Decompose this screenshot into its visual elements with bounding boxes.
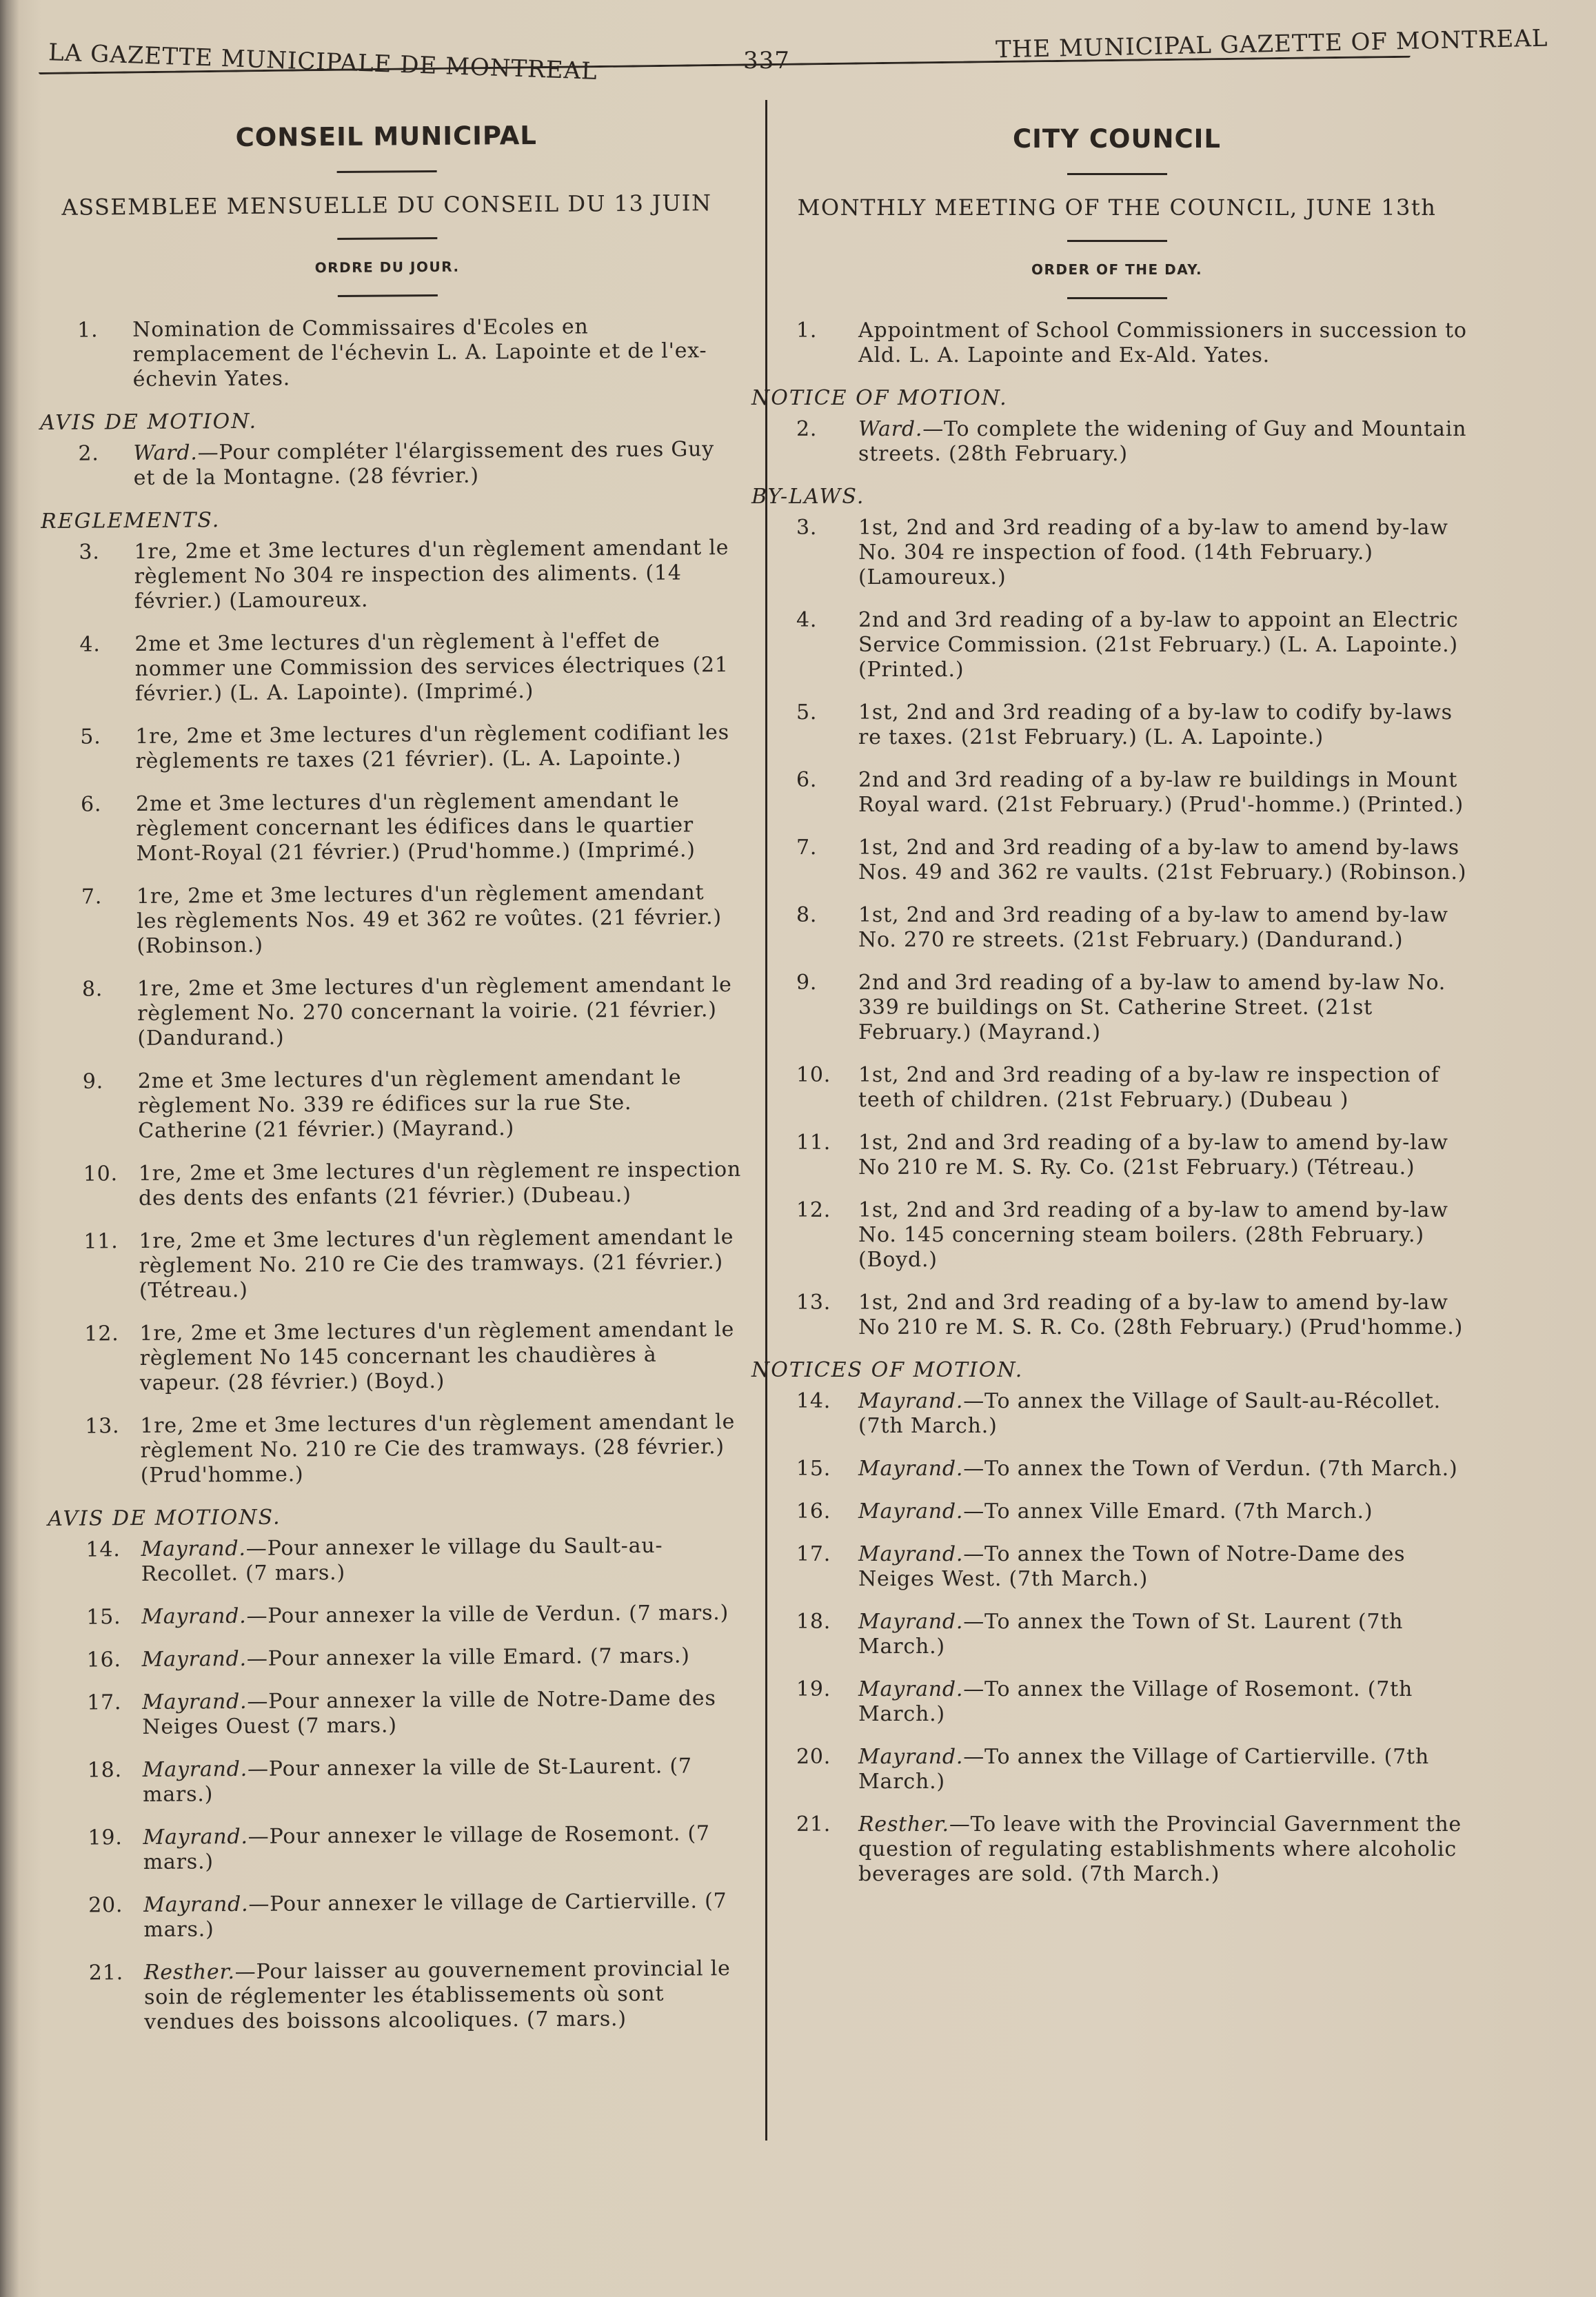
item-text: 1re, 2me et 3me lectures d'un règlement codifiant les règlements re taxes (21 février). (L. A. Lapointe.) xyxy=(135,720,729,774)
agenda-item xyxy=(751,836,1482,885)
item-number: 4. xyxy=(79,632,101,657)
item-text: —To annex the Town of Verdun. (7th March.) xyxy=(963,1457,1458,1481)
agenda-item xyxy=(751,1457,1482,1481)
item-number: 1. xyxy=(796,318,818,343)
item-number: 18. xyxy=(796,1610,831,1634)
item-text: —To annex the Village of Cartierville. (7th March.) xyxy=(858,1745,1429,1794)
item-text: —To complete the widening of Guy and Mountain streets. (28th February.) xyxy=(858,417,1467,466)
agenda-item xyxy=(41,628,738,707)
item-number: 14. xyxy=(85,1537,121,1562)
item-number: 11. xyxy=(83,1229,119,1254)
page-number: 337 xyxy=(743,47,790,74)
agenda-item xyxy=(50,1754,746,1808)
section-heading: AVIS DE MOTIONS. xyxy=(48,1505,281,1531)
item-number: 5. xyxy=(796,700,818,725)
item-number: 1. xyxy=(77,318,99,343)
agenda-item xyxy=(43,788,740,867)
item-text: 1st, 2nd and 3rd reading of a by-law to amend by-law No. 270 re streets. (21st February.) (Dandurand.) xyxy=(858,903,1448,952)
alderman-name: Mayrand. xyxy=(143,1824,248,1850)
item-number: 8. xyxy=(796,903,818,927)
item-number: 21. xyxy=(796,1812,831,1836)
agenda-item xyxy=(44,973,741,1052)
item-text: 1re, 2me et 3me lectures d'un règlement amendant le règlement No. 210 re Cie des tramways. (28 février.) (Prud'homme.) xyxy=(140,1409,736,1488)
running-header xyxy=(41,24,1555,97)
alderman-name: Resther. xyxy=(858,1812,949,1836)
item-text: 1re, 2me et 3me lectures d'un règlement amendant le règlement No 145 concernant les chaudières à vapeur. (28 février.) (Boyd.) xyxy=(139,1317,735,1396)
header-left-title: LA GAZETTE MUNICIPALE DE MONTREAL xyxy=(48,39,598,85)
item-text: 1re, 2me et 3me lectures d'un règlement amendant le règlement No 304 re inspection des aliments. (14 février.) (Lamoureux. xyxy=(134,536,729,614)
agenda-item xyxy=(45,1065,742,1144)
french-order-heading: ORDRE DU JOUR. xyxy=(314,258,460,276)
item-number: 9. xyxy=(796,971,818,995)
item-text: 1st, 2nd and 3rd reading of a by-law to amend by-law No 210 re M. S. R. Co. (28th February.) (Prud'homme.) xyxy=(858,1291,1464,1339)
alderman-name: Mayrand. xyxy=(858,1542,964,1566)
section-heading: NOTICE OF MOTION. xyxy=(751,386,1008,410)
alderman-name: Ward. xyxy=(133,441,198,466)
item-text: —To annex Ville Emard. (7th March.) xyxy=(963,1499,1373,1524)
item-number: 21. xyxy=(88,1961,124,1985)
english-title: CITY COUNCIL xyxy=(1013,124,1221,154)
item-number: 18. xyxy=(87,1758,123,1783)
item-text: —Pour annexer le village de Cartierville. (7 mars.) xyxy=(143,1889,727,1942)
item-text: —Pour annexer la ville de Verdun. (7 mars.) xyxy=(246,1601,729,1628)
item-number: 19. xyxy=(88,1825,123,1850)
item-text: 1st, 2nd and 3rd reading of a by-law to codify by-laws re taxes. (21st February.) (L. A. Lapointe.) xyxy=(858,700,1453,749)
item-number: 2. xyxy=(796,417,818,441)
section-heading: NOTICES OF MOTION. xyxy=(751,1358,1024,1382)
item-text: —Pour annexer la ville Emard. (7 mars.) xyxy=(246,1643,690,1671)
agenda-item xyxy=(49,1643,745,1673)
agenda-item xyxy=(48,1601,745,1630)
alderman-name: Mayrand. xyxy=(858,1389,964,1413)
item-text: —Pour annexer la ville de St-Laurent. (7 mars.) xyxy=(142,1754,692,1807)
item-text: 1st, 2nd and 3rd reading of a by-law to amend by-law No. 304 re inspection of food. (14th February.) (Lamoureux.) xyxy=(858,516,1448,589)
alderman-name: Mayrand. xyxy=(858,1745,964,1769)
item-text: —To leave with the Provincial Gavernment the question of regulating establishments where alcoholic beverages are sold. (7th March.) xyxy=(858,1812,1462,1886)
item-number: 3. xyxy=(79,540,100,565)
item-text: Nomination de Commissaires d'Ecoles en remplacement de l'échevin L. A. Lapointe et de l'ex-échevin Yates. xyxy=(132,314,707,392)
order-rule xyxy=(337,294,437,297)
item-number: 6. xyxy=(80,792,102,817)
agenda-item xyxy=(751,1131,1482,1180)
title-rule xyxy=(1067,173,1167,175)
item-number: 10. xyxy=(83,1162,119,1186)
item-text: 2nd and 3rd reading of a by-law re buildings in Mount Royal ward. (21st February.) (Prud'-homme.) (Printed.) xyxy=(858,768,1464,817)
agenda-item xyxy=(40,437,736,492)
alderman-name: Resther. xyxy=(143,1960,235,1985)
item-number: 3. xyxy=(796,516,818,540)
french-subtitle: ASSEMBLEE MENSUELLE DU CONSEIL DU 13 JUIN xyxy=(61,190,712,221)
alderman-name: Mayrand. xyxy=(141,1646,248,1672)
item-number: 15. xyxy=(86,1605,121,1630)
item-number: 17. xyxy=(87,1690,122,1715)
agenda-item xyxy=(46,1317,743,1397)
alderman-name: Mayrand. xyxy=(858,1499,964,1524)
agenda-item xyxy=(751,971,1482,1045)
agenda-item xyxy=(751,516,1482,590)
agenda-item xyxy=(751,1745,1482,1794)
item-number: 11. xyxy=(796,1131,831,1155)
item-text: —Pour annexer la ville de Notre-Dame des Neiges Ouest (7 mars.) xyxy=(142,1686,716,1739)
alderman-name: Mayrand. xyxy=(141,1536,246,1562)
item-text: Appointment of School Commissioners in succession to Ald. L. A. Lapointe and Ex-Ald. Yates. xyxy=(858,318,1467,367)
agenda-item xyxy=(46,1157,742,1212)
item-text: 2me et 3me lectures d'un règlement amendant le règlement concernant les édifices dans le quartier Mont-Royal (21 février.) (Prud'homme.) (Imprimé.) xyxy=(135,788,696,867)
item-number: 17. xyxy=(796,1542,831,1566)
item-text: 1st, 2nd and 3rd reading of a by-law to amend by-law No. 145 concerning steam boilers. (28th February.) (Boyd.) xyxy=(858,1198,1448,1272)
english-order-heading: ORDER OF THE DAY. xyxy=(1031,261,1203,278)
item-number: 13. xyxy=(796,1291,831,1315)
alderman-name: Mayrand. xyxy=(141,1603,247,1630)
english-column xyxy=(751,110,1482,1905)
item-number: 20. xyxy=(796,1745,831,1769)
agenda-item xyxy=(47,1410,744,1489)
item-number: 7. xyxy=(81,884,103,909)
agenda-item xyxy=(51,1956,748,2036)
agenda-item xyxy=(751,700,1482,750)
agenda-item xyxy=(751,1291,1482,1340)
agenda-item xyxy=(751,1812,1482,1887)
alderman-name: Mayrand. xyxy=(142,1757,248,1782)
alderman-name: Mayrand. xyxy=(142,1689,248,1715)
section-heading: BY-LAWS. xyxy=(751,485,865,509)
item-number: 12. xyxy=(84,1322,119,1346)
item-text: 1re, 2me et 3me lectures d'un règlement re inspection des dents des enfants (21 février.) (Dubeau.) xyxy=(138,1157,742,1211)
item-number: 16. xyxy=(796,1499,831,1524)
agenda-item xyxy=(751,1677,1482,1727)
french-column xyxy=(38,105,748,2054)
agenda-item xyxy=(751,903,1482,953)
alderman-name: Ward. xyxy=(858,417,923,441)
order-rule xyxy=(1067,297,1167,299)
item-text: —To annex the Town of Notre-Dame des Neiges West. (7th March.) xyxy=(858,1542,1406,1591)
section-heading: REGLEMENTS. xyxy=(41,508,221,534)
agenda-item xyxy=(751,1063,1482,1113)
title-rule xyxy=(336,170,436,173)
item-text: 2nd and 3rd reading of a by-law to amend by-law No. 339 re buildings on St. Catherine Street. (21st February.) (Mayrand.) xyxy=(858,971,1446,1044)
agenda-item xyxy=(751,1499,1482,1524)
item-text: —To annex the Village of Sault-au-Récollet. (7th March.) xyxy=(858,1389,1441,1438)
item-text: —Pour annexer le village de Rosemont. (7 mars.) xyxy=(143,1821,710,1874)
item-text: 1st, 2nd and 3rd reading of a by-law to amend by-law No 210 re M. S. Ry. Co. (21st February.) (Tétreau.) xyxy=(858,1131,1448,1180)
item-text: 2me et 3me lectures d'un règlement à l'effet de nommer une Commission des services électriques (21 février.) (L. A. Lapointe). (Imprimé.) xyxy=(134,628,729,707)
french-sections xyxy=(39,314,747,2036)
item-number: 8. xyxy=(81,977,103,1002)
alderman-name: Mayrand. xyxy=(858,1457,964,1481)
agenda-item xyxy=(751,1610,1482,1659)
item-text: 2me et 3me lectures d'un règlement amendant le règlement No. 339 re édifices sur la rue Ste. Catherine (21 février.) (Mayrand.) xyxy=(137,1065,682,1144)
subtitle-rule xyxy=(1067,240,1167,242)
item-number: 10. xyxy=(796,1063,831,1087)
item-text: —Pour compléter l'élargissement des rues Guy et de la Montagne. (28 février.) xyxy=(133,437,715,491)
agenda-item xyxy=(43,880,740,960)
agenda-item xyxy=(751,608,1482,682)
french-title: CONSEIL MUNICIPAL xyxy=(235,120,538,152)
item-number: 16. xyxy=(86,1648,121,1672)
header-right-title: THE MUNICIPAL GAZETTE OF MONTREAL xyxy=(995,24,1548,64)
agenda-item xyxy=(50,1821,746,1876)
item-number: 6. xyxy=(796,768,818,792)
agenda-item xyxy=(751,417,1482,467)
item-text: 1re, 2me et 3me lectures d'un règlement amendant le règlement No. 270 concernant la voirie. (21 février.) (Dandurand.) xyxy=(137,973,732,1051)
item-number: 5. xyxy=(80,725,101,749)
english-subtitle: MONTHLY MEETING OF THE COUNCIL, JUNE 13th xyxy=(797,194,1437,221)
item-number: 20. xyxy=(88,1893,123,1918)
item-text: 1st, 2nd and 3rd reading of a by-law re inspection of teeth of children. (21st February.) (Dubeau ) xyxy=(858,1063,1440,1112)
item-text: 1re, 2me et 3me lectures d'un règlement amendant le règlement No. 210 re Cie des tramways. (21 février.) (Tétreau.) xyxy=(139,1224,734,1304)
agenda-item xyxy=(751,1198,1482,1273)
item-text: —To annex the Village of Rosemont. (7th March.) xyxy=(858,1677,1413,1726)
item-number: 4. xyxy=(796,608,818,632)
alderman-name: Mayrand. xyxy=(858,1677,964,1701)
agenda-item xyxy=(49,1686,745,1741)
alderman-name: Mayrand. xyxy=(858,1610,964,1634)
agenda-item xyxy=(42,720,738,775)
english-sections xyxy=(751,318,1482,1887)
item-text: —To annex the Town of St. Laurent (7th March.) xyxy=(858,1610,1404,1659)
item-number: 15. xyxy=(796,1457,831,1481)
agenda-item xyxy=(50,1889,747,1943)
alderman-name: Mayrand. xyxy=(143,1892,249,1917)
agenda-item xyxy=(751,1542,1482,1592)
item-number: 13. xyxy=(85,1414,120,1439)
agenda-item xyxy=(48,1533,744,1588)
agenda-item xyxy=(39,314,736,393)
item-number: 9. xyxy=(82,1069,104,1094)
agenda-item xyxy=(751,1389,1482,1439)
item-text: 1re, 2me et 3me lectures d'un règlement amendant les règlements Nos. 49 et 362 re voûtes. (21 février.) (Robinson.) xyxy=(136,880,723,959)
item-number: 12. xyxy=(796,1198,831,1222)
item-text: 2nd and 3rd reading of a by-law to appoint an Electric Service Commission. (21st February.) (L. A. Lapointe.) (Printed.) xyxy=(858,608,1459,682)
item-number: 7. xyxy=(796,836,818,860)
item-text: 1st, 2nd and 3rd reading of a by-law to amend by-laws Nos. 49 and 362 re vaults. (21st February.) (Robinson.) xyxy=(858,836,1467,884)
agenda-item xyxy=(46,1225,743,1304)
agenda-item xyxy=(751,318,1482,368)
item-text: —Pour laisser au gouvernement provincial le soin de réglementer les établissements où sont vendues des boissons alcooliques. (7 mars.) xyxy=(143,1956,731,2034)
section-heading: AVIS DE MOTION. xyxy=(40,409,258,435)
item-number: 2. xyxy=(78,441,99,466)
item-text: —Pour annexer le village du Sault-au-Recollet. (7 mars.) xyxy=(141,1533,663,1587)
item-number: 19. xyxy=(796,1677,831,1701)
agenda-item xyxy=(41,536,738,615)
agenda-item xyxy=(751,768,1482,818)
subtitle-rule xyxy=(337,237,437,240)
item-number: 14. xyxy=(796,1389,831,1413)
